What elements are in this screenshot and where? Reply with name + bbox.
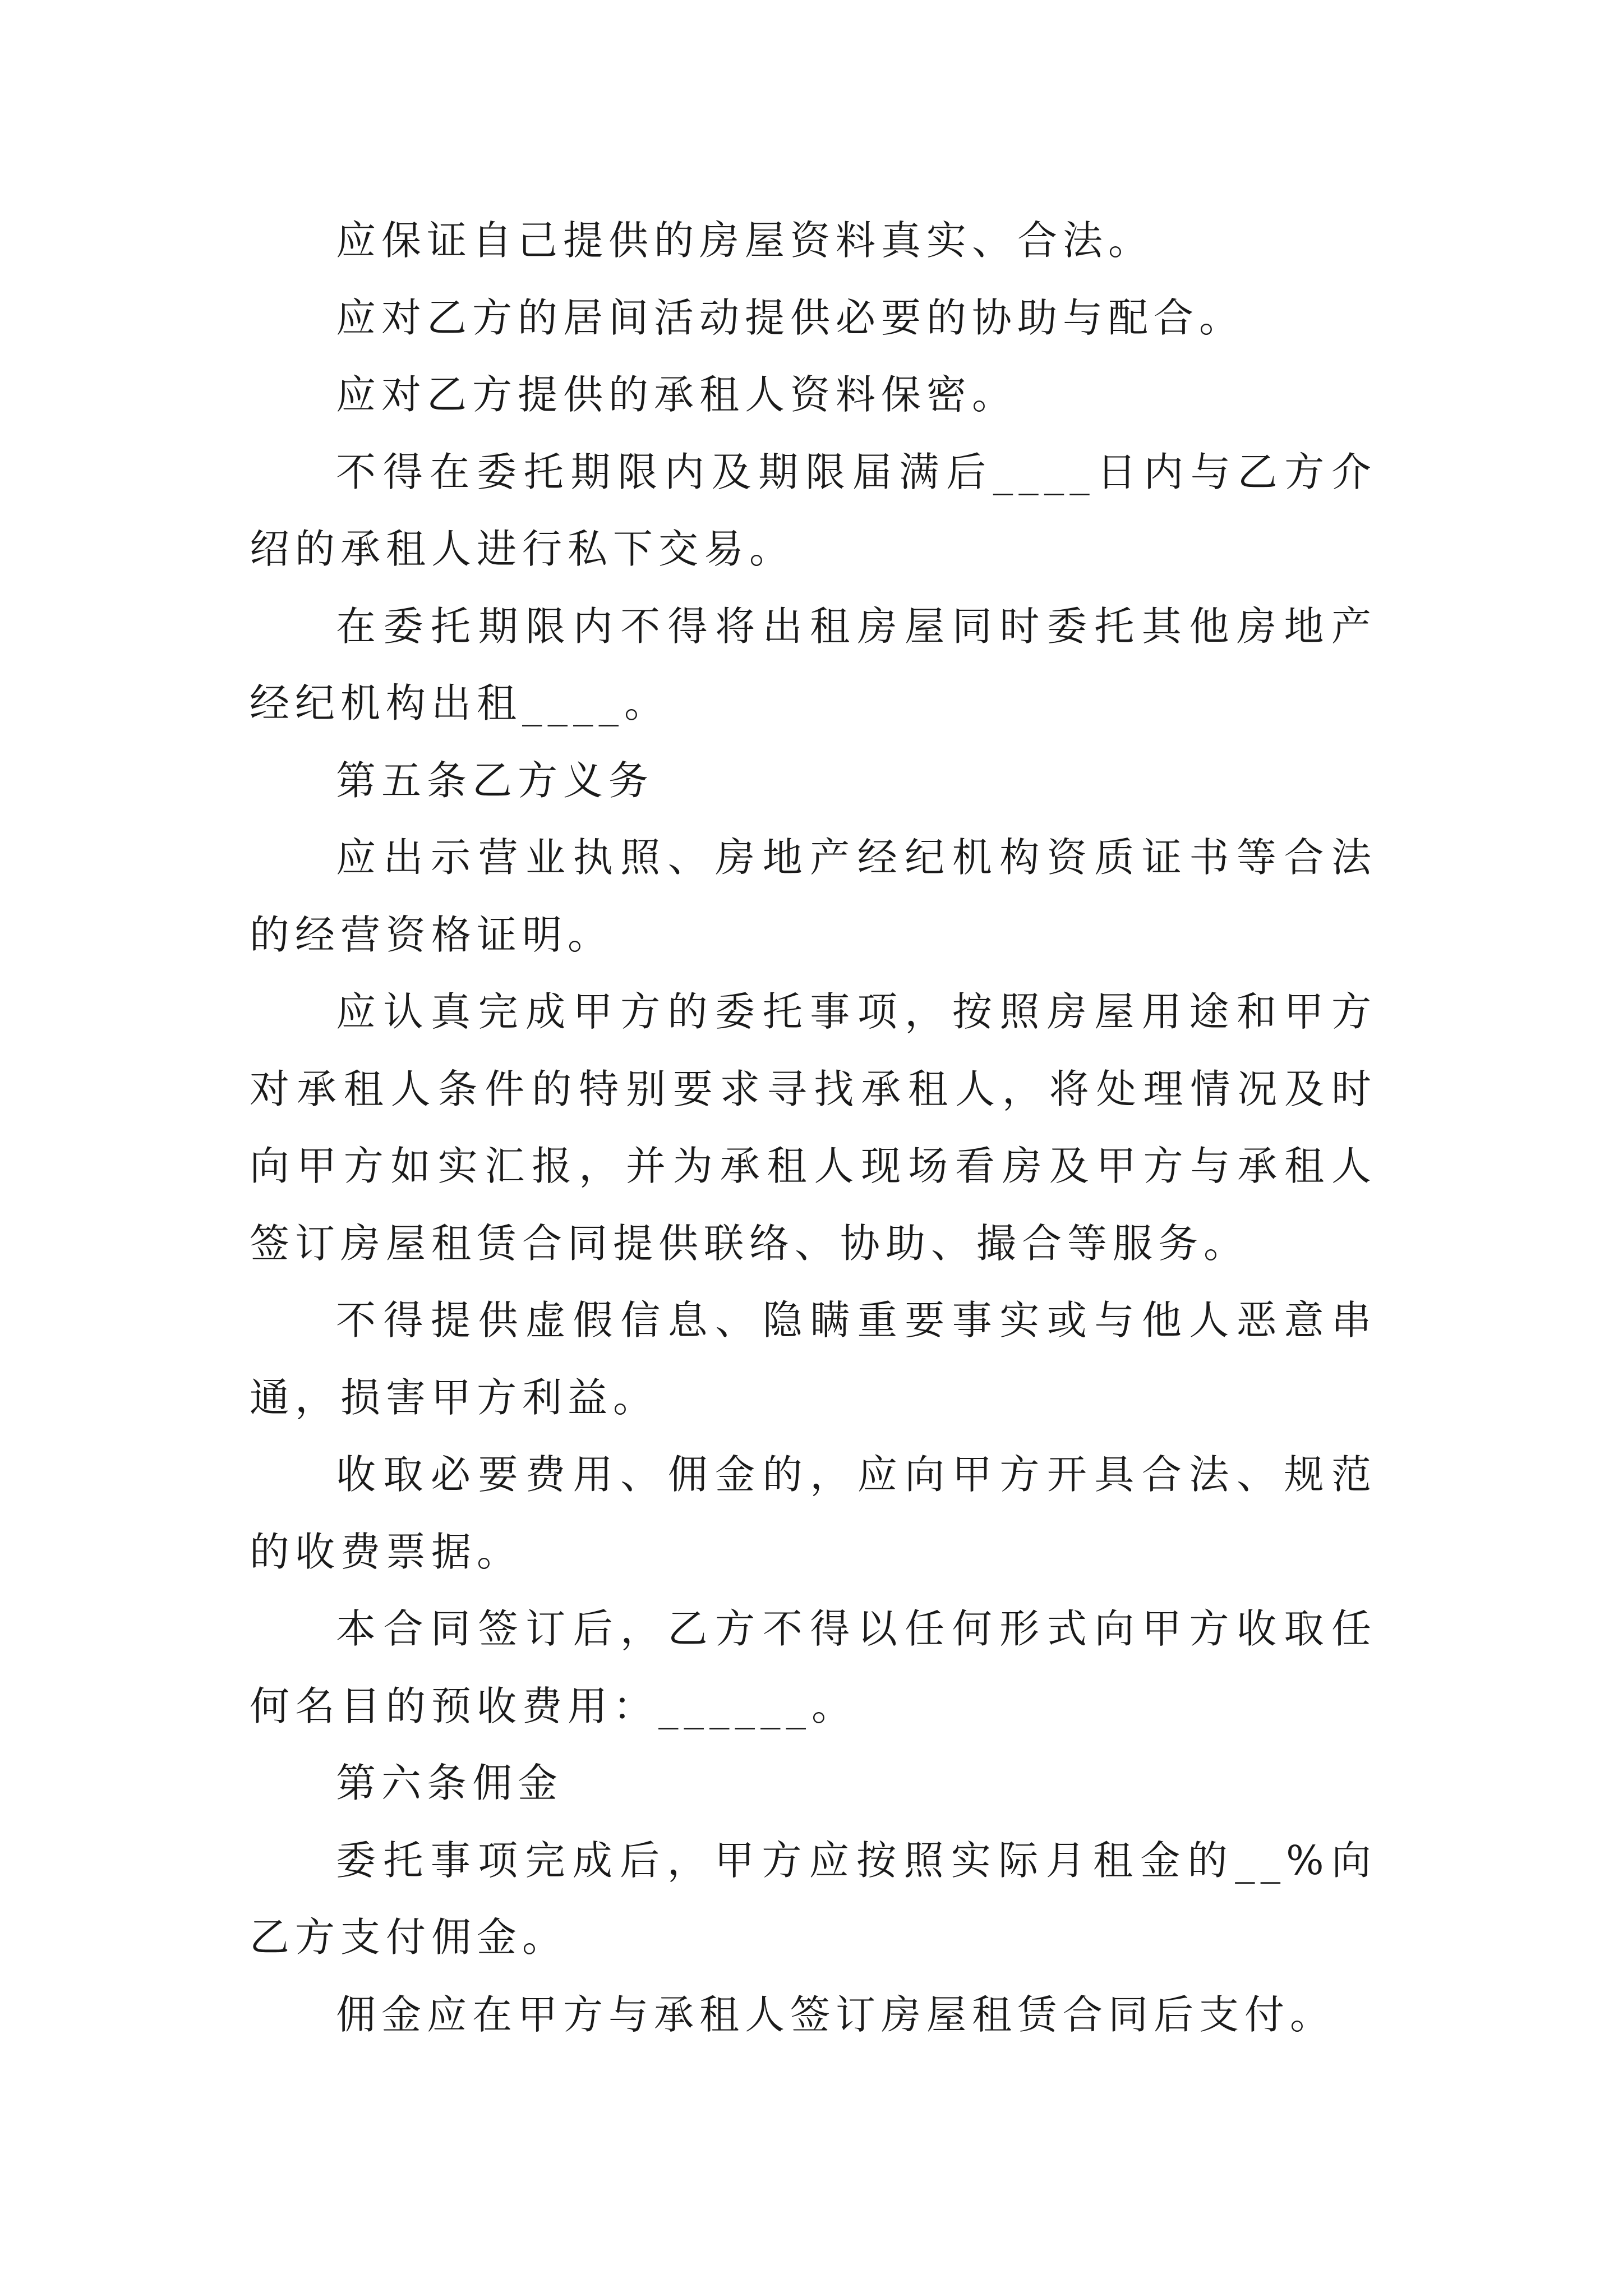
section-heading: 第五条乙方义务 — [336, 757, 654, 804]
paragraph: 在委托期限内不得将出租房屋同时委托其他房地产经纪机构出租____。 — [250, 602, 1377, 726]
section-heading: 第六条佣金 — [336, 1760, 564, 1806]
paragraph: 应出示营业执照、房地产经纪机构资质证书等合法的经营资格证明。 — [250, 834, 1377, 958]
paragraph: 应对乙方的居间活动提供必要的协助与配合。 — [336, 294, 1245, 341]
paragraph: 委托事项完成后，甲方应按照实际月租金的__%向乙方支付佣金。 — [250, 1837, 1377, 1961]
paragraph: 不得提供虚假信息、隐瞒重要事实或与他人恶意串通，损害甲方利益。 — [250, 1297, 1377, 1421]
paragraph: 本合同签订后，乙方不得以任何形式向甲方收取任何名目的预收费用：______。 — [250, 1605, 1377, 1729]
paragraph: 应对乙方提供的承租人资料保密。 — [336, 371, 1018, 418]
document-body — [250, 202, 1377, 2053]
paragraph: 佣金应在甲方与承租人签订房屋租赁合同后支付。 — [336, 1991, 1336, 2038]
paragraph: 应认真完成甲方的委托事项，按照房屋用途和甲方对承租人条件的特别要求寻找承租人，将处理情况及时向甲方如实汇报，并为承租人现场看房及甲方与承租人签订房屋租赁合同提供联络、协助、撮合等服务。 — [250, 988, 1377, 1267]
paragraph: 不得在委托期限内及期限届满后____日内与乙方介绍的承租人进行私下交易。 — [250, 448, 1377, 572]
paragraph: 收取必要费用、佣金的，应向甲方开具合法、规范的收费票据。 — [250, 1451, 1377, 1575]
paragraph: 应保证自己提供的房屋资料真实、合法。 — [336, 217, 1154, 264]
